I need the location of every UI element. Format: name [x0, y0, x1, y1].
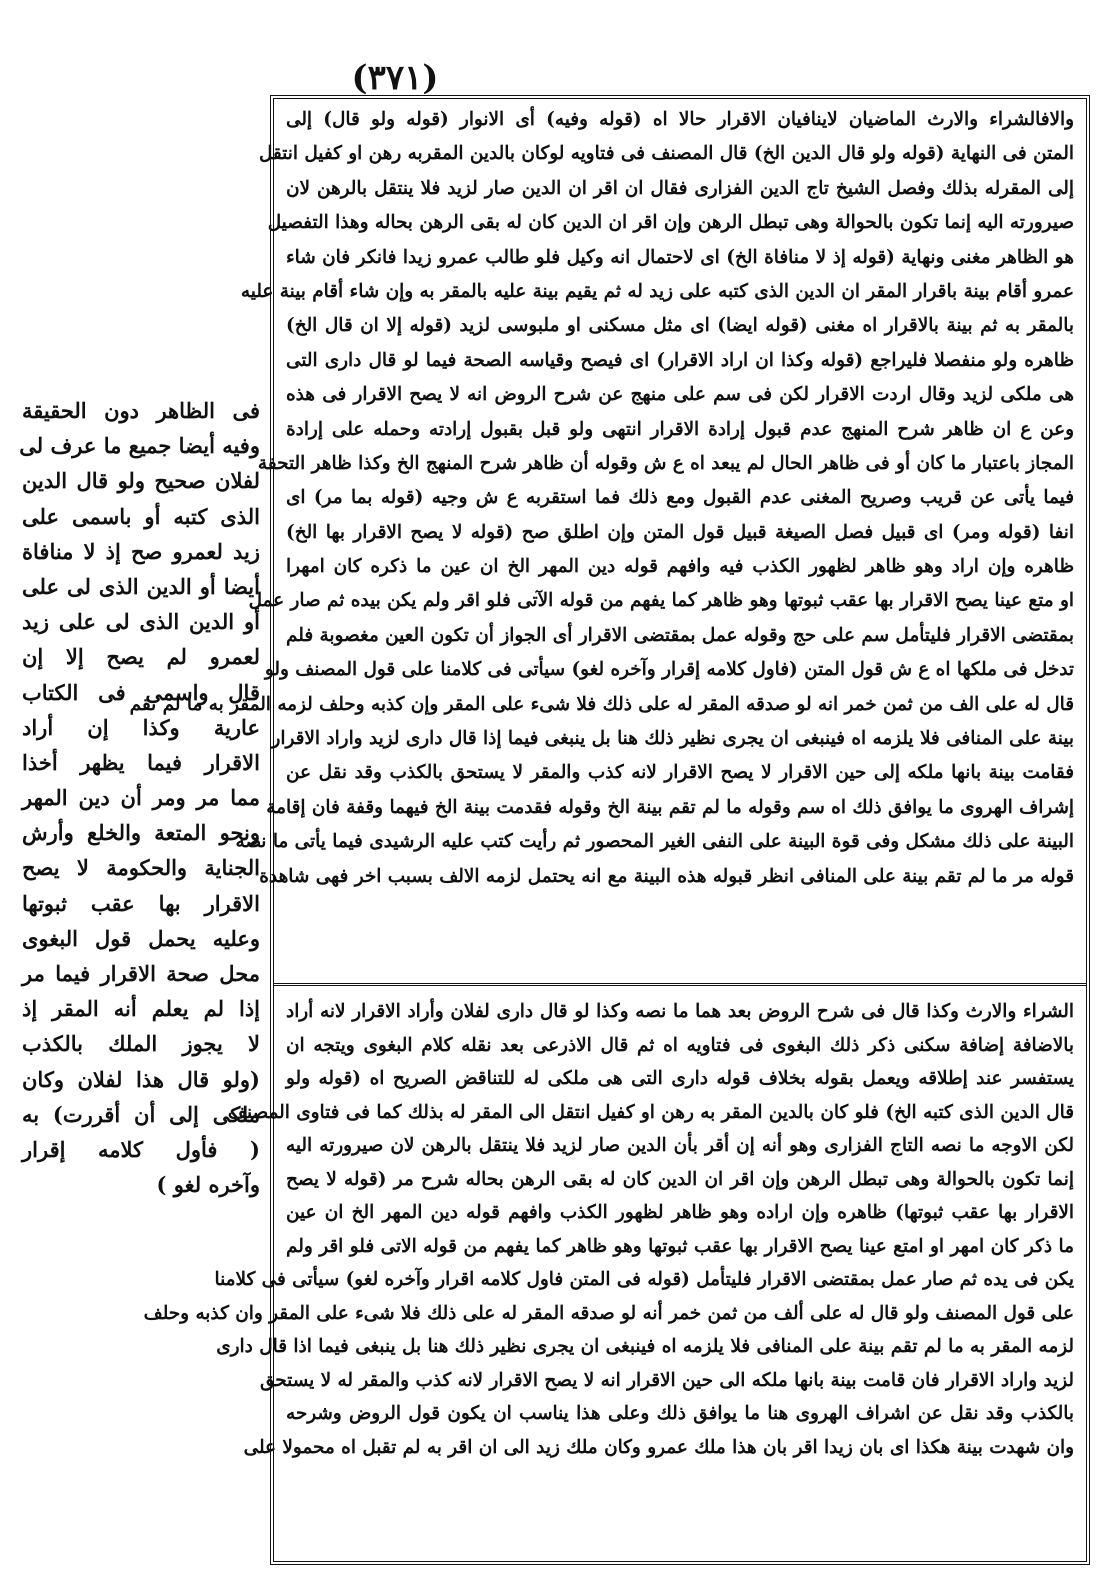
margin-line: زيد لعمرو صح إذ لا منافاة — [22, 538, 260, 564]
text-line: وعن ع ان ظاهر شرح المنهج عدم قبول إرادة الاقرار انتهى ولو قبل بقبول إرادته وحمله على إرادة — [286, 418, 1074, 440]
text-line: بالكذب وقد نقل عن اشراف الهروى هنا ما يوافق ذلك وعلى هذا يناسب ان يكون قول الروض وشرحه — [286, 1403, 1074, 1424]
text-line: على قول المصنف ولو قال له على ألف من ثمن خمر أنه لو صدقه المقر له على ذلك فلا شىء على المقر وان كذبه وحلف — [143, 1302, 1074, 1324]
text-line: انفا (قوله ومر) اى قبيل فصل الصيغة قبيل قول المتن وإن اطلق صح (قوله لا يصح الاقرار بها الخ) — [286, 521, 1074, 543]
margin-line: لفلان صحيح ولو قال الدين — [22, 468, 260, 494]
text-line: قال له على الف من ثمن خمر انه لو صدقه المقر له على ذلك فلا شىء على المقر وإن كذبه وحلف لزمه المقر به ما لم تقم — [129, 693, 1074, 715]
text-line: إلى المقرله بذلك وفصل الشيخ تاج الدين الفزارى فقال ان اقر ان الدين صار لزيد فلا ينتقل بالرهن لان — [286, 177, 1074, 199]
text-line: قوله مر ما لم تقم بينة على المنافى انظر قبوله هذه البينة مع انه يحتمل لزمه الالف بسبب اخر فهى شاهدة — [259, 865, 1074, 887]
margin-line: (ولو قال هذا لفلان وكان — [22, 1066, 260, 1092]
margin-line: الاقرار فيما يظهر أخذا — [22, 749, 260, 775]
margin-line: ونحو المتعة والخلع وأرش — [22, 820, 260, 846]
margin-line: أو الدين الذى لى على زيد — [22, 609, 260, 635]
text-line: المتن فى النهاية (قوله ولو قال الدين الخ) قال المصنف فى فتاويه لوكان بالدين المقربه رهن او كفيل انتقل — [258, 143, 1074, 165]
text-line: فقامت بينة بانها ملكه إلى حين الاقرار لا يصح الاقرار لانه كذب والمقر لا يستحق بالكذب وقد نقل عن — [286, 762, 1074, 784]
margin-line: الذى كتبه أو باسمى على — [22, 503, 260, 529]
margin-line: مما مر ومر أن دين المهر — [22, 785, 260, 811]
text-line: الشراء والارث وكذا قال فى شرح الروض بعد هما ما نصه وكذا لو قال دارى لفلان وأراد الاقرار لانه أراد — [286, 1001, 1074, 1022]
commentary-bottom-section — [143, 995, 1086, 1565]
margin-line: لا يجوز الملك بالكذب — [22, 1031, 260, 1057]
text-line: المجاز باعتبار ما كان أو فى ظاهر الحال لم يبعد اه ع ش وقوله أن ظاهر شرح المنهج الخ وكذا ظاهر التحفة — [257, 452, 1074, 474]
text-line: بينة على المنافى فلا يلزمه اه فينبغى ان يجرى نظير ذلك هنا بل ينبغى فيما إذا قال دارى لزيد واراد الاقرار — [271, 728, 1074, 750]
text-line: لزيد واراد الاقرار فان قامت بينة بانها ملكه الى حين الاقرار انه لا يصح الاقرار لانه كذب والمقر له لا يستحق — [259, 1369, 1074, 1391]
text-line: يكن فى يده ثم صار عمل بمقتضى الاقرار فليتأمل (قوله فى المتن فاول كلامه اقرار وآخره لغو) سيأتى فى كلامنا — [214, 1269, 1074, 1290]
text-line: لكن الاوجه ما نصه التاج الفزارى وهو أنه إن أقر بأن الدين صار لزيد فلا ينتقل بالرهن لان صيرورته اليه — [286, 1135, 1074, 1156]
text-line: إشراف الهروى ما يوافق ذلك اه سم وقوله ما لم تقم بينة الخ وقوله فقدمت بينة الخ فيهما وقفة فان إقامة — [266, 796, 1074, 818]
text-line: والافالشراء والارث الماضيان لاينافيان الاقرار حالا اه (قوله وفيه) أى الانوار (قوله ولو قال) إلى — [286, 109, 1074, 130]
text-line: إنما تكون بالحوالة وهى تبطل الرهن وإن اقر ان الدين كان له بقى الرهن بحاله شرح مر (قوله لا يصح — [286, 1168, 1074, 1190]
text-line: فيما يأتى عن قريب وصريح المغنى عدم القبول ومع ذلك فما استقربه ع ش وجيه (قوله بما مر) اى — [286, 487, 1074, 509]
margin-line: أيضا أو الدين الذى لى على — [22, 573, 260, 599]
text-line: وان شهدت بينة هكذا اى بان زيدا اقر بان هذا ملك عمرو وكان ملك زيد الى ان اقر به لم تقبل اه محمولا على — [243, 1436, 1074, 1458]
page-number: (٣٧١) — [351, 58, 439, 98]
margin-line: عارية وكذا إن أراد — [22, 714, 260, 740]
text-line: لزمه المقر به ما لم تقم بينة على المنافى فلا يلزمه اه فينبغى ان يجرى نظير ذلك هنا بل ينبغى فيما اذا قال دارى — [216, 1336, 1074, 1357]
section-divider — [274, 983, 1086, 986]
text-line: بمقتضى الاقرار فليتأمل سم على حج وقوله عمل بمقتضى الاقرار أى الجواز أن تكون العين مغصوبة فلم — [286, 624, 1074, 646]
text-line: او متع عينا يصح الاقرار بها عقب ثبوتها وهو ظاهر كما يفهم من قوله الآتى فلو اقر ولم يكن بيده ثم صار عمل — [248, 590, 1074, 612]
margin-line: ( فأول كلامه إقرار — [22, 1136, 260, 1162]
text-line: هى ملكى لزيد وقال اردت الاقرار لكن فى سم على منهج عن شرح الروض انه لا يصح الاقرار فى هذه — [286, 384, 1074, 406]
text-line: بالمقر به ثم بينة بالاقرار اه مغنى (قوله ايضا) اى مثل مسكنى او ملبوسى لزيد (قوله إلا ان قال الخ) — [286, 315, 1074, 337]
text-line: ظاهره وإن اراد وهو ظاهر لظهور الكذب فيه وافهم قوله دين المهر الخ ان عين ما ذكره كان امهرا — [286, 556, 1074, 578]
margin-line: ملكى إلى أن أقررت) به — [22, 1101, 260, 1127]
text-line: يستفسر عند إطلاقه ويعمل بقوله بخلاف قوله دارى التى هى ملكى له للتناقض الصريح اه (قوله ولو — [286, 1068, 1074, 1089]
margin-line: قال واسمى فى الكتاب — [22, 679, 260, 705]
margin-line: محل صحة الاقرار فيما مر — [22, 961, 260, 986]
margin-line: فى الظاهر دون الحقيقة — [22, 398, 260, 423]
margin-line: الجناية والحكومة لا يصح — [22, 855, 260, 881]
margin-line: لعمرو لم يصح إلا إن — [22, 644, 260, 670]
margin-line: الاقرار بها عقب ثبوتها — [22, 890, 260, 916]
text-line: الاقرار بها عقب ثبوتها) ظاهره وإن اراده وهو ظاهر لظهور الكذب وافهم قوله دين المهر الخ ان عين — [286, 1202, 1074, 1223]
text-line: البينة على ذلك مشكل وفى قوة البينة على النفى الغير المحصور ثم رأيت كتب عليه الرشيدى فيما يأتى ما نصه — [235, 831, 1074, 853]
text-line: ظاهره ولو منفصلا فليراجع (قوله وكذا ان اراد الاقرار) اى فيصح وقياسه الصحة فيما لو قال دارى التى — [286, 349, 1074, 371]
text-line: هو الظاهر مغنى ونهاية (قوله إذ لا منافاة الخ) اى لاحتمال انه وكيل فلو طالب عمرو زيدا فانكر فان شاء — [286, 246, 1074, 268]
text-line: قال الدين الذى كتبه الخ) فلو كان بالدين المقر به رهن او كفيل انتقل الى المقر له بذلك كما فى فتاوى المصنف — [227, 1101, 1074, 1123]
margin-text — [19, 393, 260, 1202]
text-line: بالاضافة إضافة سكنى ذكر ذلك البغوى فى فتاويه اه ثم قال الاذرعى بعد نقله كلام البغوى ويتجه ان — [286, 1034, 1074, 1056]
text-line: صيرورته اليه إنما تكون بالحوالة وهى تبطل الرهن وإن اقر ان الدين كان له بقى الرهن بحاله وهذا التفصيل — [267, 212, 1074, 234]
margin-line: وعليه يحمل قول البغوى — [22, 925, 260, 951]
margin-line: وآخره لغو ) — [156, 1172, 260, 1198]
text-line: تدخل فى ملكها اه ع ش قول المتن (فاول كلامه إقرار وآخره لغو) سيأتى فى كلامنا على قول المصنف ولو — [264, 659, 1074, 681]
margin-line: وفيه أيضا جميع ما عرف لى — [19, 433, 260, 459]
text-line: ما ذكر كان امهر او امتع عينا يصح الاقرار بها عقب ثبوتها وهو ظاهر كما يفهم من قوله الاتى فلو اقر ولم — [286, 1235, 1074, 1257]
text-line: عمرو أقام بينة باقرار المقر ان الدين الذى كتبه على زيد له ثم يقيم بينة عليه بالمقر به وإن شاء أقام بينة عليه — [240, 280, 1074, 302]
margin-line: إذا لم يعلم أنه المقر إذ — [22, 996, 260, 1022]
